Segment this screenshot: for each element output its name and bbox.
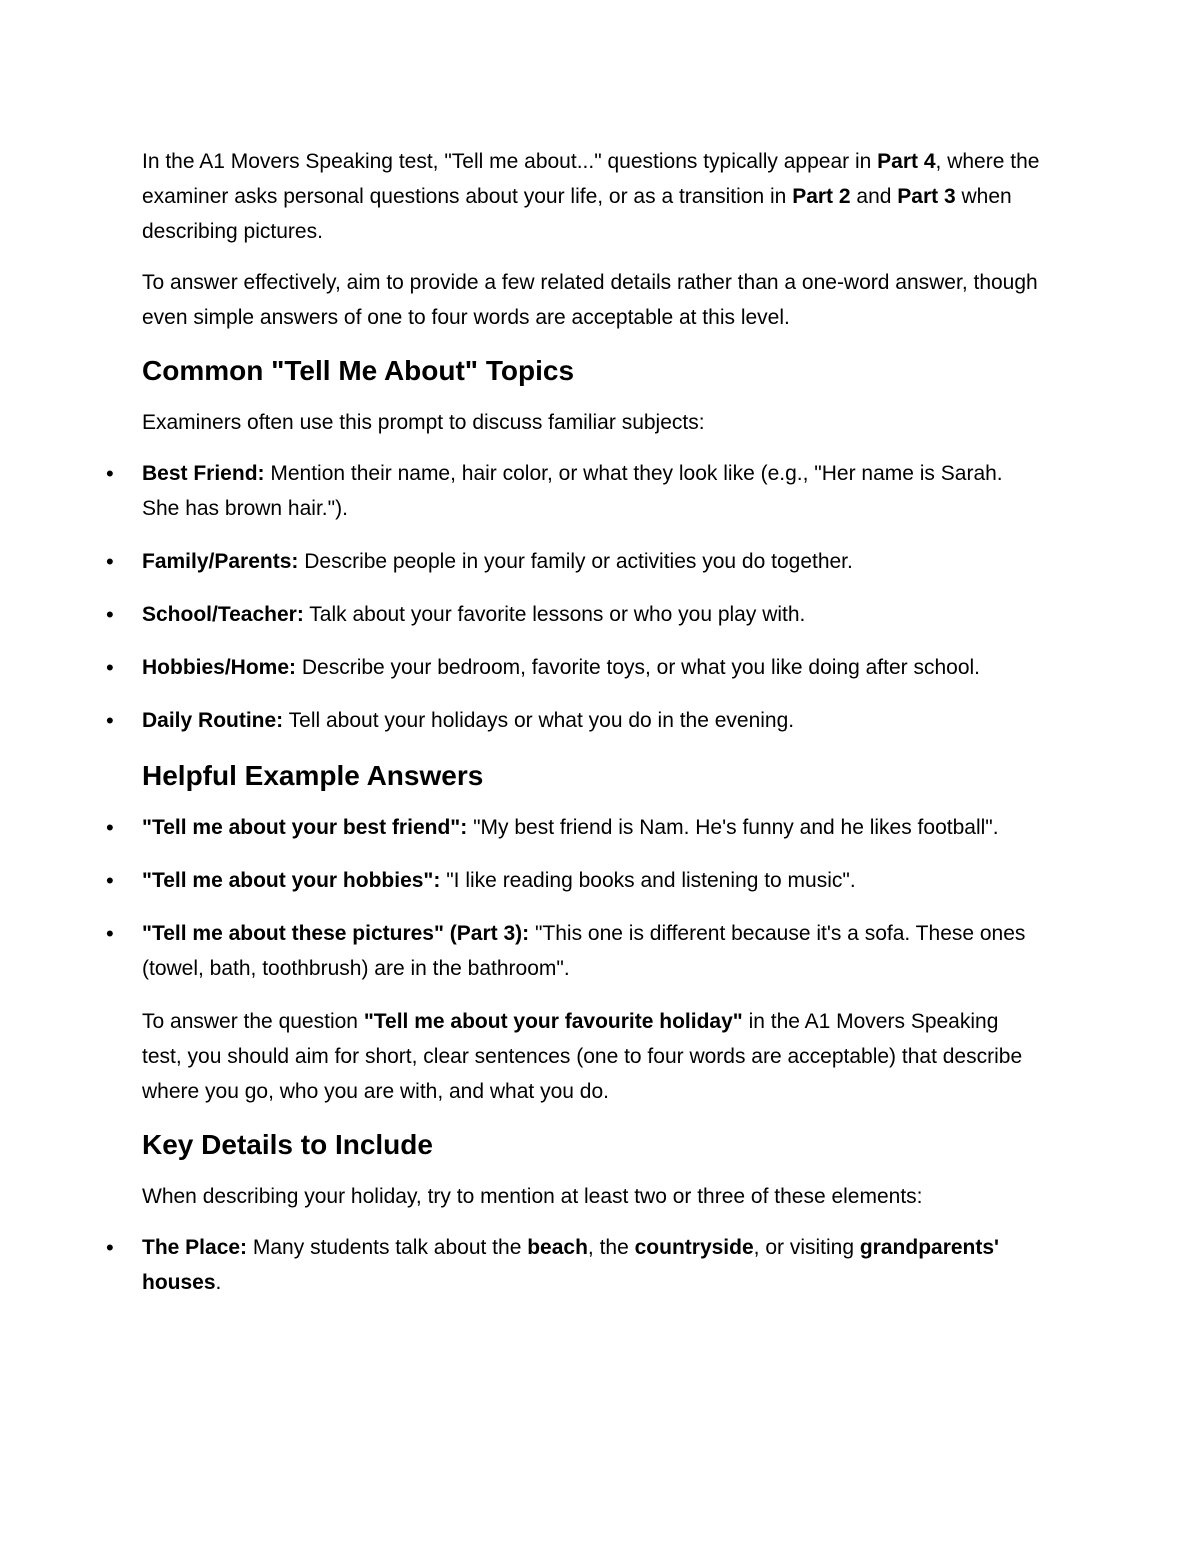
examples-heading: Helpful Example Answers <box>142 760 484 791</box>
text-span: Many students talk about the <box>247 1236 528 1259</box>
topics-list <box>106 456 1042 738</box>
text-span: , or visiting <box>753 1236 860 1259</box>
bullet-icon: • <box>106 461 114 486</box>
item-text: "I like reading books and listening to music". <box>440 869 856 892</box>
list-item <box>106 863 1042 898</box>
text-span: when describing pictures. <box>142 185 1012 243</box>
intro-paragraph-2: To answer effectively, aim to provide a few related details rather than a one-word answer, though even simple answers of one to four words are acceptable at this level. <box>142 271 1038 329</box>
item-text: Describe your bedroom, favorite toys, or what you like doing after school. <box>296 656 981 679</box>
details-intro: When describing your holiday, try to mention at least two or three of these elements: <box>142 1185 923 1208</box>
list-item <box>106 703 1042 738</box>
text-span: . <box>215 1271 222 1294</box>
examples-list <box>106 810 1042 986</box>
topics-heading: Common "Tell Me About" Topics <box>142 355 575 386</box>
bullet-icon: • <box>106 868 114 893</box>
item-label: Hobbies/Home: <box>142 656 297 679</box>
topics-intro: Examiners often use this prompt to discuss familiar subjects: <box>142 411 705 434</box>
item-label: "Tell me about your best friend": <box>142 816 468 839</box>
bullet-icon: • <box>106 602 114 627</box>
item-label: "Tell me about your hobbies": <box>142 869 441 892</box>
item-label: The Place: <box>142 1236 248 1259</box>
item-text: Tell about your holidays or what you do in the evening. <box>283 709 795 732</box>
bullet-icon: • <box>106 921 114 946</box>
list-item <box>106 597 1042 632</box>
item-label: Daily Routine: <box>142 709 284 732</box>
text-span: , where the examiner asks personal questions about your life, or as a transition in <box>142 150 1040 208</box>
bold-span: Part 3 <box>897 185 956 208</box>
list-item <box>106 456 1042 526</box>
bold-span: grandparents' houses <box>142 1236 1000 1294</box>
list-item <box>106 650 1042 685</box>
item-label: Best Friend: <box>142 462 265 485</box>
bold-span: countryside <box>634 1236 754 1259</box>
item-text: Mention their name, hair color, or what they look like (e.g., "Her name is Sarah. She has brown hair."). <box>142 462 1003 520</box>
list-item <box>106 810 1042 845</box>
bold-span: Part 4 <box>877 150 936 173</box>
list-item <box>106 1230 1042 1300</box>
text-span: and <box>850 185 898 208</box>
text-span: in the A1 Movers Speaking test, you should aim for short, clear sentences (one to four words are acceptable) that describe where you go, who you are with, and what you do. <box>142 1010 1023 1103</box>
item-label: School/Teacher: <box>142 603 304 626</box>
item-label: Family/Parents: <box>142 550 299 573</box>
bold-span: "Tell me about your favourite holiday" <box>363 1010 743 1033</box>
item-text: Talk about your favorite lessons or who you play with. <box>303 603 806 626</box>
text-span: , the <box>587 1236 635 1259</box>
list-item <box>106 544 1042 579</box>
intro-paragraph-1 <box>142 144 1042 249</box>
item-text: "My best friend is Nam. He's funny and he likes football". <box>467 816 999 839</box>
bold-span: beach <box>527 1236 588 1259</box>
item-text: Describe people in your family or activities you do together. <box>298 550 853 573</box>
bullet-icon: • <box>106 655 114 680</box>
bold-span: Part 2 <box>792 185 851 208</box>
details-list <box>106 1230 1042 1300</box>
text-span: To answer the question <box>142 1010 364 1033</box>
bullet-icon: • <box>106 1235 114 1260</box>
bullet-icon: • <box>106 708 114 733</box>
item-text: "This one is different because it's a sofa. These ones (towel, bath, toothbrush) are in the bathroom". <box>142 922 1026 980</box>
details-heading: Key Details to Include <box>142 1129 433 1160</box>
bullet-icon: • <box>106 815 114 840</box>
bullet-icon: • <box>106 549 114 574</box>
text-span: In the A1 Movers Speaking test, "Tell me about..." questions typically appear in <box>142 150 878 173</box>
list-item <box>106 916 1042 986</box>
closing-paragraph <box>142 1004 1042 1109</box>
document-page <box>106 144 1042 1318</box>
item-label: "Tell me about these pictures" (Part 3): <box>142 922 530 945</box>
